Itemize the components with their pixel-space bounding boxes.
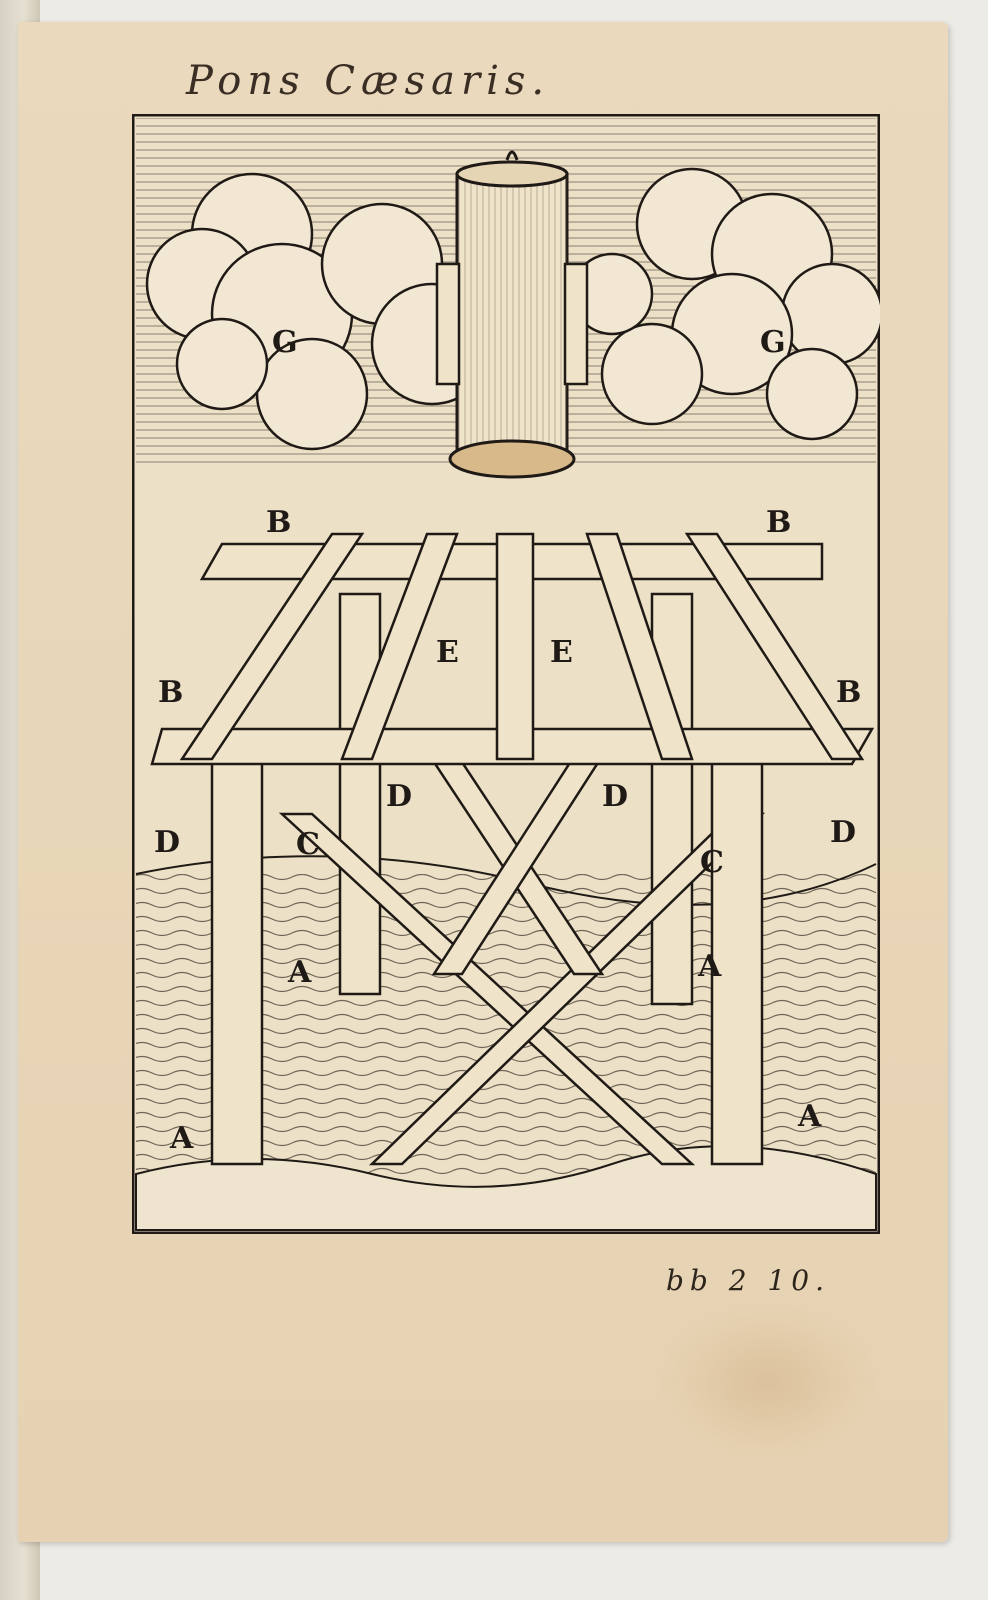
label-d-inner-right: D [602, 779, 629, 814]
label-g-right: G [760, 325, 786, 360]
label-a-outer-left: A [170, 1121, 194, 1156]
label-c-left: C [296, 827, 320, 862]
page-title: Pons Cæsaris. [186, 58, 551, 104]
book-page [18, 22, 948, 1542]
label-a-outer-right: A [798, 1099, 822, 1134]
label-e-right: E [550, 635, 573, 670]
bridge-woodcut-svg [132, 114, 880, 1234]
label-b-mid-right: B [836, 675, 862, 710]
label-g-left: G [272, 325, 298, 360]
label-d-outer-right: D [830, 815, 857, 850]
page-signature: bb 2 10. [666, 1264, 830, 1297]
label-c-right: C [700, 845, 724, 880]
label-e-left: E [436, 635, 459, 670]
label-a-inner-left: A [288, 955, 312, 990]
label-b-top-left: B [266, 505, 292, 540]
label-a-inner-right: A [698, 949, 722, 984]
woodcut-illustration [132, 114, 880, 1234]
pile-driver-weight [437, 152, 587, 477]
label-b-mid-left: B [158, 675, 184, 710]
label-d-outer-left: D [154, 825, 181, 860]
label-b-top-right: B [766, 505, 792, 540]
label-d-inner-left: D [386, 779, 413, 814]
paper-stain [658, 1302, 878, 1462]
